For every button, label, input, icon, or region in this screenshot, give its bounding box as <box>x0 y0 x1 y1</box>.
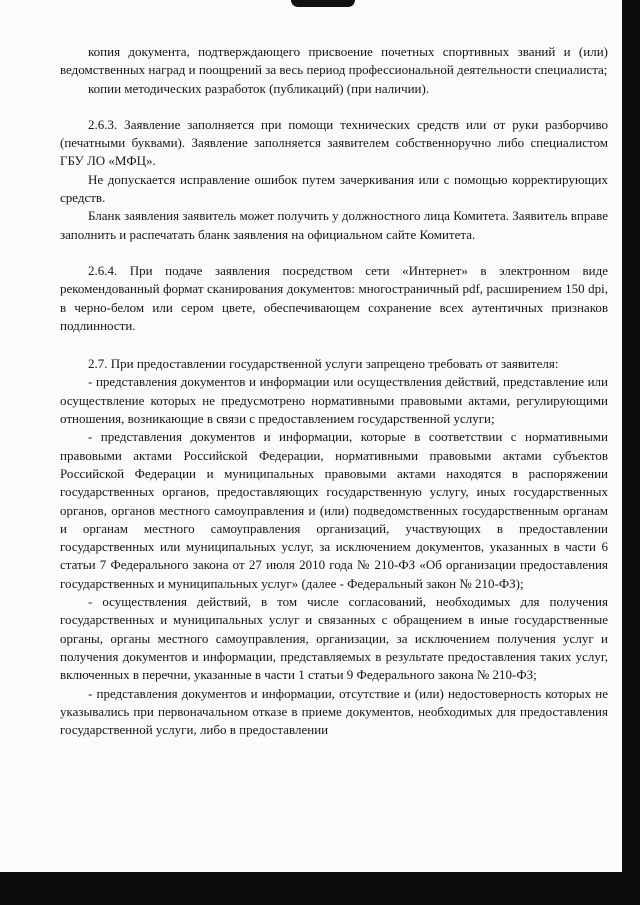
scan-artifact-top <box>291 0 355 7</box>
list-item: - осуществления действий, в том числе согласований, необходимых для получения государственных и муниципальных услуг и связанных с обращением в иные государственные органы, органы местного самоуправления, организации, за исключением получения услуг и получения документов и информации, представляемых в результате предоставления таких услуг, включенных в перечни, указанные в части 1 статьи 9 Федерального закона № 210-ФЗ; <box>60 594 608 683</box>
paragraph: 2.7. При предоставлении государственной услуги запрещено требовать от заявителя: <box>88 356 559 372</box>
paragraph: 2.6.4. При подаче заявления посредством сети «Интернет» в электронном виде рекомендованный формат сканирования документов: многостраничный pdf, расширением 150 dpi, в черно-белом или сером цвете, обеспечивающем сохранение всех аутентичных признаков подлинности. <box>60 262 608 333</box>
document-body <box>60 43 608 739</box>
paragraph: Не допускается исправление ошибок путем зачеркивания или с помощью корректирующих средств. <box>60 171 608 206</box>
list-item: - представления документов и информации, отсутствие и (или) недостоверность которых не указывались при первоначальном отказе в приеме документов, необходимых для предоставления государственной услуги, либо в предоставлении <box>60 685 608 738</box>
paragraph: копия документа, подтверждающего присвоение почетных спортивных званий и (или) ведомственных наград и поощрений за весь период профессиональной деятельности специалиста; <box>60 44 608 78</box>
list-item: - представления документов и информации, которые в соответствии с нормативными правовыми актами Российской Федерации, нормативными правовыми актами субъектов Российской Федерации и муниципальных правовыми актами находятся в распоряжении государственных органов, предоставляющих государственную услугу, иных государственных органов, органов местного самоуправления и (или) подведомственных государственным органам и органам местного самоуправления организаций, участвующих в предоставлении государственных или муниципальных услуг, за исключением документов, указанных в части 6 статьи 7 Федерального закона от 27 июля 2010 года № 210-ФЗ «Об организации предоставления государственных и муниципальных услуг» (далее - Федеральный закон № 210-ФЗ); <box>60 429 608 591</box>
paragraph: Бланк заявления заявитель может получить у должностного лица Комитета. Заявитель вправе заполнить и распечатать бланк заявления на официальном сайте Комитета. <box>60 208 608 242</box>
paragraph: 2.6.3. Заявление заполняется при помощи технических средств или от руки разборчиво (печатными буквами). Заявление заполняется заявителем собственноручно либо специалистом ГБУ ЛО «МФЦ». <box>60 116 608 169</box>
list-item: - представления документов и информации или осуществления действий, представление или осуществление которых не предусмотрено нормативными правовыми актами, регулирующими отношения, возникающие в связи с предоставлением государственной услуги; <box>60 374 608 427</box>
paragraph: копии методических разработок (публикаций) (при наличии). <box>88 80 430 96</box>
scan-edge-bottom <box>0 872 640 905</box>
scan-edge-right <box>622 0 640 905</box>
